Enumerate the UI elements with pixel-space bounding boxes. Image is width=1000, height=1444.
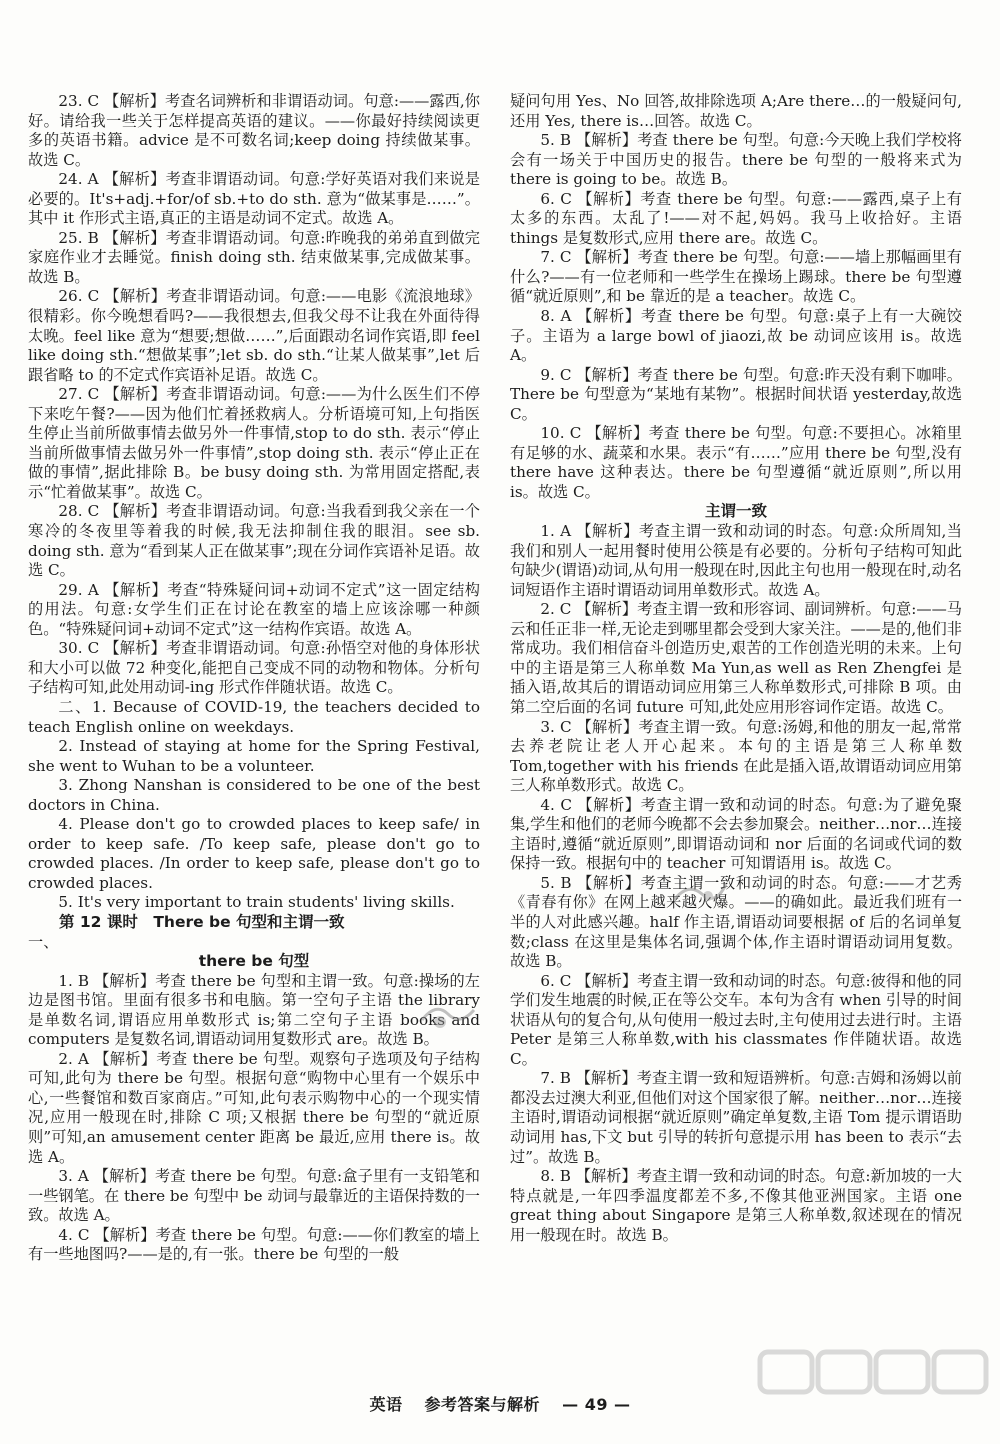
translation-item: 2. Instead of staying at home for the Spring Festival, she went to Wuhan to be a volunteer. (28, 737, 480, 775)
answer-item: 1. B 【解析】考查 there be 句型和主谓一致。句意:操场的左边是图书馆。里面有很多书和电脑。第一空句子主语 the library 是单数名词,谓语应用单数形式 is;第二空句子主语 books and computers 是复数名词,谓语动词用复数形式 are。故选 B。 (28, 971, 480, 1049)
answer-item: 29. A 【解析】考查“特殊疑问词+动词不定式”这一固定结构的用法。句意:女学生们正在讨论在教室的墙上应该涂哪一种颜色。“特殊疑问词+动词不定式”这一结构作宾语。故选 A。 (28, 580, 480, 638)
answer-item: 6. C 【解析】考查 there be 句型。句意:——露西,桌子上有太多的东西。太乱了!——对不起,妈妈。我马上收拾好。主语 things 是复数形式,应用 there are。故选 C。 (510, 189, 962, 247)
answer-item: 25. B 【解析】考查非谓语动词。句意:昨晚我的弟弟直到做完家庭作业才去睡觉。finish doing sth. 结束做某事,完成做某事。故选 B。 (28, 228, 480, 286)
translation-item: 二、1. Because of COVID-19, the teachers decided to teach English online on weekdays. (28, 697, 480, 736)
answer-item: 7. B 【解析】考查主谓一致和短语辨析。句意:吉姆和汤姆以前都没去过澳大利亚,但他们对这个国家很了解。neither…nor…连接主语时,谓语动词根据“就近原则”确定单复数,主语 Tom 提示谓语助动词用 has,下文 but 引导的转折句意提示用 has been to 表示“去过”。故选 B。 (510, 1069, 962, 1166)
translation-answers (28, 698, 480, 913)
lesson-title: 第 12 课时 There be 句型和主谓一致 (59, 912, 345, 931)
footer-title: 参考答案与解析 (424, 1395, 541, 1414)
smudge-mark (668, 876, 728, 910)
answer-item: 24. A 【解析】考查非谓语动词。句意:学好英语对我们来说是必要的。It's+adj.+for/of sb.+to do sth. 意为“做某事是……”。其中 it 作形式主语,真正的主语是动词不定式。故选 A。 (28, 170, 480, 228)
answer-item: 9. C 【解析】考查 there be 句型。句意:昨天没有剩下咖啡。There be 句型意为“某地有某物”。根据时间状语 yesterday,故选 C。 (510, 365, 962, 423)
left-column (28, 92, 480, 1265)
answer-item: 3. C 【解析】考查主谓一致。句意:汤姆,和他的朋友一起,常常去养老院让老人开心起来。本句的主语是第三人称单数 Tom,together with his friends 在此是插入语,故谓语动词应用第三人称单数形式。故选 C。 (510, 717, 962, 795)
answer-item: 10. C 【解析】考查 there be 句型。句意:不要担心。冰箱里有足够的水、蔬菜和水果。表示“有……”应用 there be 句型,没有 there have 这种表达。there be 句型遵循“就近原则”,所以用 is。故选 C。 (510, 424, 962, 501)
answer-item: 2. C 【解析】考查主谓一致和形容词、副词辨析。句意:——马云和任正非一样,无论走到哪里都会受到大家关注。——是的,他们非常成功。我们相信奋斗创造历史,艰苦的工作创造光明的未来。上句中的主语是第三人称单数 Ma Yun,as well as Ren Zhengfei 是插入语,故其后的谓语动词应用第三人称单数形式,可排除 B 项。由第二空后面的名词 future 可知,此处应用形容词作定语。故选 C。 (510, 600, 962, 716)
translation-item: 3. Zhong Nanshan is considered to be one of the best doctors in China. (28, 776, 480, 814)
answer-item: 4. C 【解析】考查主谓一致和动词的时态。句意:为了避免聚集,学生和他们的老师今晚都不会去参加聚会。neither…nor…连接主语时,遵循“就近原则”,即谓语动词和 nor 后面的名词或代词的数保持一致。根据句中的 teacher 可知谓语用 is。故选 C。 (510, 795, 962, 873)
translation-item: 5. It's very important to train students' living skills. (58, 893, 455, 912)
answer-item: 3. A 【解析】考查 there be 句型。句意:盒子里有一支铅笔和一些钢笔。在 there be 句型中 be 动词与最靠近的主语保持数的一致。故选 A。 (28, 1167, 480, 1225)
answer-item: 27. C 【解析】考查非谓语动词。句意:——为什么医生们不停下来吃午餐?——因为他们忙着拯救病人。分析语境可知,上句指医生停止当前所做事情去做另外一件事情,stop to do sth. 表示“停止当前所做事情去做另外一件事情”,stop doing sth. 表示“停止正在做的事情”,据此排除 B。be busy doing sth. 为常用固定搭配,表示“忙着做某事”。故选 C。 (28, 385, 480, 501)
answer-item: 26. C 【解析】考查非谓语动词。句意:——电影《流浪地球》很精彩。你今晚想看吗?——我很想去,但我父母不让我在外面待得太晚。feel like 意为“想要;想做……”,后面跟动名词作宾语,即 feel like doing sth.“想做某事”;let sb. do sth.“让某人做某事”,let 后跟省略 to 的不定式作宾语补足语。故选 C。 (28, 287, 480, 384)
agreement-answers (510, 522, 962, 1245)
answer-item: 5. B 【解析】考查 there be 句型。句意:今天晚上我们学校将会有一场关于中国历史的报告。there be 句型的一般将来式为 there is going to be。故选 B。 (510, 131, 962, 189)
watermark-logo (752, 1346, 992, 1442)
there-be-answers-right (510, 92, 962, 502)
answer-item: 28. C 【解析】考查非谓语动词。句意:当我看到我父亲在一个寒冷的冬夜里等着我的时候,我无法抑制住我的眼泪。see sb. doing sth. 意为“看到某人正在做某事”;现在分词作宾语补足语。故选 C。 (28, 502, 480, 580)
answer-item: 1. A 【解析】考查主谓一致和动词的时态。句意:众所周知,当我们和别人一起用餐时使用公筷是有必要的。分析句子结构可知此句缺少(谓语)动词,从句用一般现在时,因此主句也用一般现在时,动名词短语作主语时谓语动词用单数形式。故选 A。 (510, 522, 962, 599)
smudge-mark (418, 1000, 478, 1034)
answer-item: 23. C 【解析】考查名词辨析和非谓语动词。句意:——露西,你好。请给我一些关于怎样提高英语的建议。——你最好持续阅读更多的英语书籍。advice 是不可数名词;keep doing 持续做某事。故选 C。 (28, 92, 480, 169)
footer-subject: 英语 (369, 1395, 403, 1414)
section-one-label: 一、 (28, 932, 59, 951)
there-be-heading: there be 句型 (198, 952, 310, 971)
answer-item: 8. B 【解析】考查主谓一致和动词的时态。句意:新加坡的一大特点就是,一年四季温度都差不多,不像其他亚洲国家。主语 one great thing about Singapore 是第三人称单数,叙述现在的情况用一般现在时。故选 B。 (510, 1167, 962, 1244)
right-column (510, 92, 962, 1245)
answer-item: 疑问句用 Yes、No 回答,故排除选项 A;Are there…的一般疑问句,还用 Yes, there is…回答。故选 C。 (510, 92, 962, 130)
answer-item: 2. A 【解析】考查 there be 句型。观察句子选项及句子结构可知,此句为 there be 句型。根据句意“购物中心里有一个娱乐中心,一些餐馆和数百家商店。”可知,此句表示购物中心的一个现实情况,应用一般现在时,排除 C 项;又根据 there be 句型的“就近原则”可知,an amusement center 距离 be 最近,应用 there is。故选 A。 (28, 1049, 480, 1166)
answer-item: 6. C 【解析】考查主谓一致和动词的时态。句意:彼得和他的同学们发生地震的时候,正在等公交车。本句为含有 when 引导的时间状语从句的复合句,从句使用一般过去时,主句使用过去进行时。主语 Peter 是第三人称单数,with his classmates 作伴随状语。故选 C。 (510, 971, 962, 1068)
left-answer-list (28, 92, 480, 698)
there-be-answers-left (28, 972, 480, 1265)
page-number: — 49 — (562, 1395, 631, 1414)
translation-item: 4. Please don't go to crowded places to keep safe/ in order to keep safe. /To keep safe, please don't go to crowded places. /In order to keep safe, please don't go to crowded places. (28, 815, 480, 892)
answer-item: 7. C 【解析】考查 there be 句型。句意:——墙上那幅画里有什么?——有一位老师和一些学生在操场上踢球。there be 句型遵循“就近原则”,和 be 靠近的是 a teacher。故选 C。 (510, 248, 962, 306)
answer-item: 8. A 【解析】考查 there be 句型。句意:桌子上有一大碗饺子。主语为 a large bowl of jiaozi,故 be 动词应该用 is。故选 A。 (510, 307, 962, 365)
answer-item: 5. B 【解析】考查主谓一致和动词的时态。句意:——才艺秀《青春有你》在网上越来越火爆。——的确如此。最近我们班有一半的人对此感兴趣。half 作主语,谓语动词要根据 of 后的名词单复数;class 在这里是集体名词,强调个体,作主语时谓语动词用复数。故选 B。 (510, 873, 962, 971)
answer-item: 30. C 【解析】考查非谓语动词。句意:孙悟空对他的身体形状和大小可以做 72 种变化,能把自己变成不同的动物和物体。分析句子结构可知,此处用动词-ing 形式作伴随状语。故选 C。 (28, 639, 480, 697)
answer-item: 4. C 【解析】考查 there be 句型。句意:——你们教室的墙上有一些地图吗?——是的,有一张。there be 句型的一般 (28, 1225, 480, 1264)
agreement-heading: 主谓一致 (704, 502, 767, 521)
